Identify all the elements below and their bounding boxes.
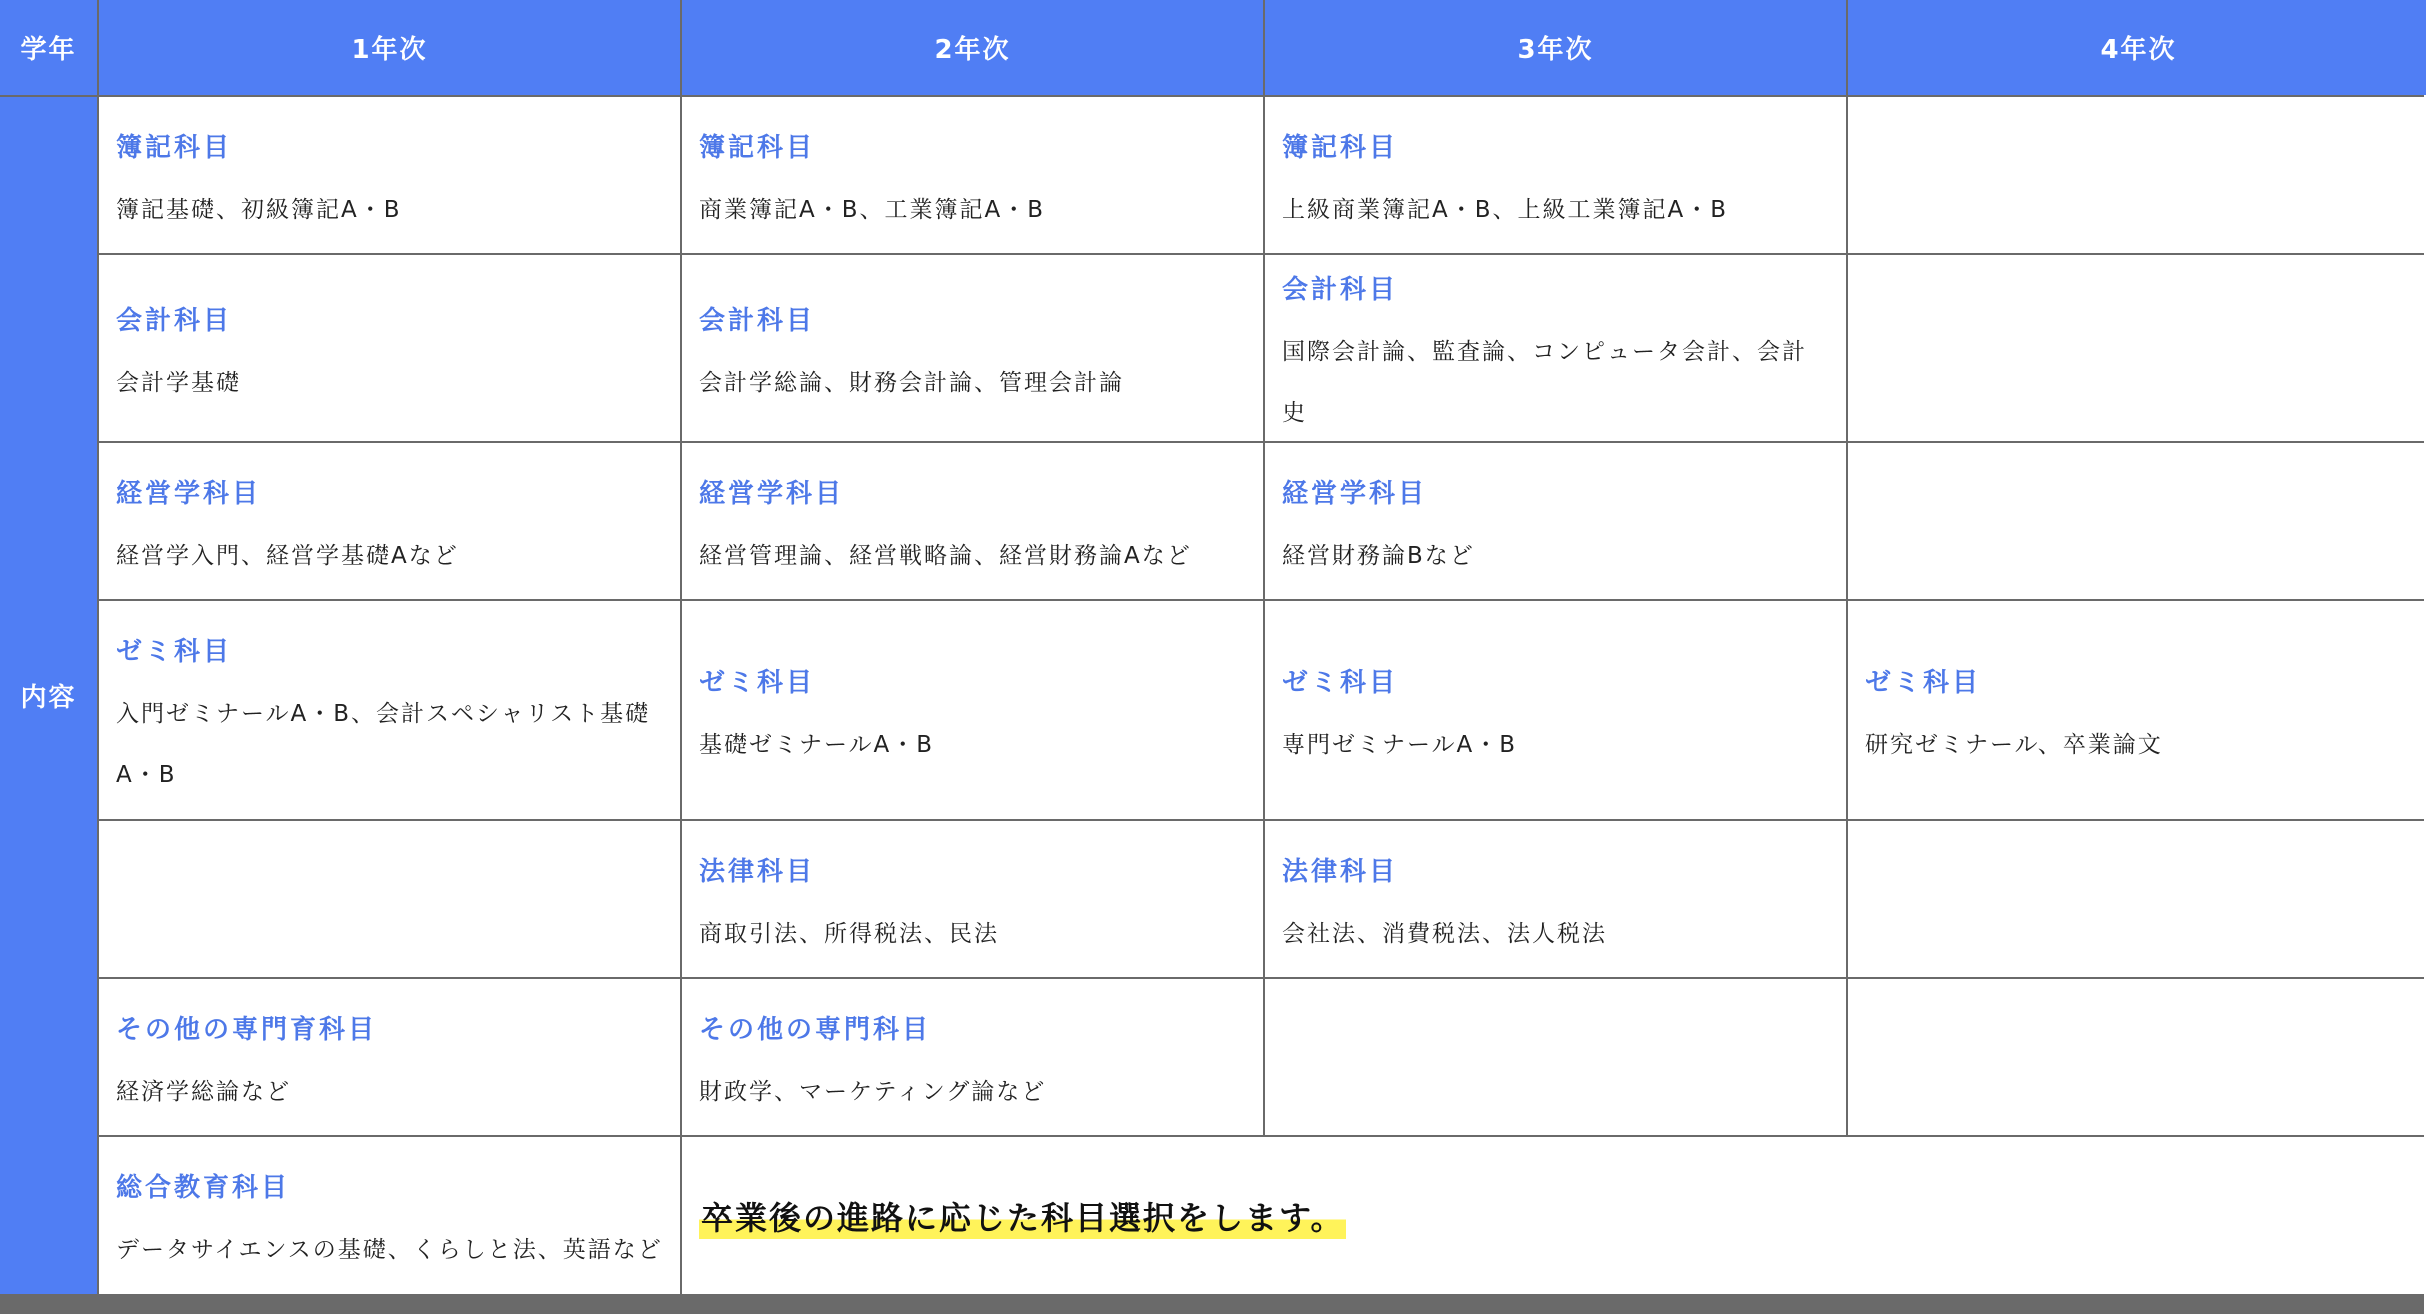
cell-r5-y2 — [682, 821, 1263, 977]
cell-r1-y1 — [99, 97, 680, 253]
category-label: 経営学科目 — [699, 478, 845, 509]
category-label: その他の専門科目 — [699, 1014, 932, 1045]
course-list: データサイエンスの基礎、くらしと法、英語など — [116, 1237, 663, 1263]
cell-r4-y3 — [1265, 601, 1846, 819]
cell-r6-y2 — [682, 979, 1263, 1135]
cell-r3-y3 — [1265, 443, 1846, 599]
course-list: 会計学基礎 — [116, 369, 241, 396]
cell-r3-y2 — [682, 443, 1263, 599]
category-label: 会計科目 — [699, 305, 816, 336]
category-label: 経営学科目 — [1282, 478, 1428, 509]
category-label: ゼミ科目 — [116, 637, 233, 667]
cell-r5-y1-empty — [99, 821, 680, 977]
course-list: 入門ゼミナールA・B、会計スペシャリスト基礎A・B — [116, 701, 651, 788]
header-year-3: 3年次 — [1265, 0, 1846, 95]
cell-r7-y1 — [99, 1137, 680, 1294]
cell-r2-y1 — [99, 255, 680, 441]
cell-r4-y2 — [682, 601, 1263, 819]
category-label: 会計科目 — [116, 305, 233, 336]
course-list: 会計学総論、財務会計論、管理会計論 — [699, 369, 1124, 396]
cell-r1-y3 — [1265, 97, 1846, 253]
category-label: 法律科目 — [1282, 856, 1399, 887]
side-label-content: 内容 — [0, 97, 97, 1294]
header-year-4: 4年次 — [1848, 0, 2426, 95]
category-label: ゼミ科目 — [1865, 667, 1982, 698]
course-list: 商取引法、所得税法、民法 — [699, 920, 999, 947]
category-label: 簿記科目 — [116, 132, 233, 163]
header-year-1: 1年次 — [99, 0, 680, 95]
category-label: 法律科目 — [699, 856, 816, 887]
cell-r6-y1 — [99, 979, 680, 1135]
course-list: 国際会計論、監査論、コンピュータ会計、会計史 — [1282, 339, 1807, 426]
category-label: 簿記科目 — [699, 132, 816, 163]
cell-r1-y2 — [682, 97, 1263, 253]
course-list: 基礎ゼミナールA・B — [699, 731, 935, 758]
course-list: 経営管理論、経営戦略論、経営財務論Aなど — [699, 542, 1192, 569]
course-list: 会社法、消費税法、法人税法 — [1282, 920, 1607, 947]
course-list: 経営財務論Bなど — [1282, 542, 1475, 569]
course-list: 上級商業簿記A・B、上級工業簿記A・B — [1282, 196, 1729, 223]
cell-r5-y3 — [1265, 821, 1846, 977]
course-list: 簿記基礎、初級簿記A・B — [116, 196, 402, 223]
cell-r4-y4 — [1848, 601, 2426, 819]
category-label: ゼミ科目 — [1282, 667, 1399, 698]
cell-r2-y2 — [682, 255, 1263, 441]
cell-r3-y1 — [99, 443, 680, 599]
cell-r2-y3 — [1265, 255, 1846, 441]
course-list: 商業簿記A・B、工業簿記A・B — [699, 196, 1046, 223]
course-list: 経営学入門、経営学基礎Aなど — [116, 542, 459, 569]
merged-note-cell — [682, 1137, 2426, 1294]
cell-r2-y4-empty — [1848, 255, 2426, 441]
highlighted-note: 卒業後の進路に応じた科目選択をします。 — [699, 1193, 1346, 1239]
header-corner: 学年 — [0, 0, 97, 95]
course-list: 専門ゼミナールA・B — [1282, 731, 1518, 758]
cell-r5-y4-empty — [1848, 821, 2426, 977]
course-list: 研究ゼミナール、卒業論文 — [1865, 731, 2163, 758]
category-label: 会計科目 — [1282, 275, 1399, 305]
cell-r6-y3-empty — [1265, 979, 1846, 1135]
category-label: その他の専門育科目 — [116, 1014, 378, 1045]
header-year-2: 2年次 — [682, 0, 1263, 95]
category-label: ゼミ科目 — [699, 667, 816, 698]
cell-r1-y4-empty — [1848, 97, 2426, 253]
category-label: 簿記科目 — [1282, 132, 1399, 163]
cell-r3-y4-empty — [1848, 443, 2426, 599]
cell-r4-y1 — [99, 601, 680, 819]
course-list: 財政学、マーケティング論など — [699, 1078, 1047, 1105]
category-label: 経営学科目 — [116, 478, 262, 509]
course-list: 経済学総論など — [116, 1078, 291, 1105]
category-label: 総合教育科目 — [116, 1173, 291, 1203]
cell-r6-y4-empty — [1848, 979, 2426, 1135]
